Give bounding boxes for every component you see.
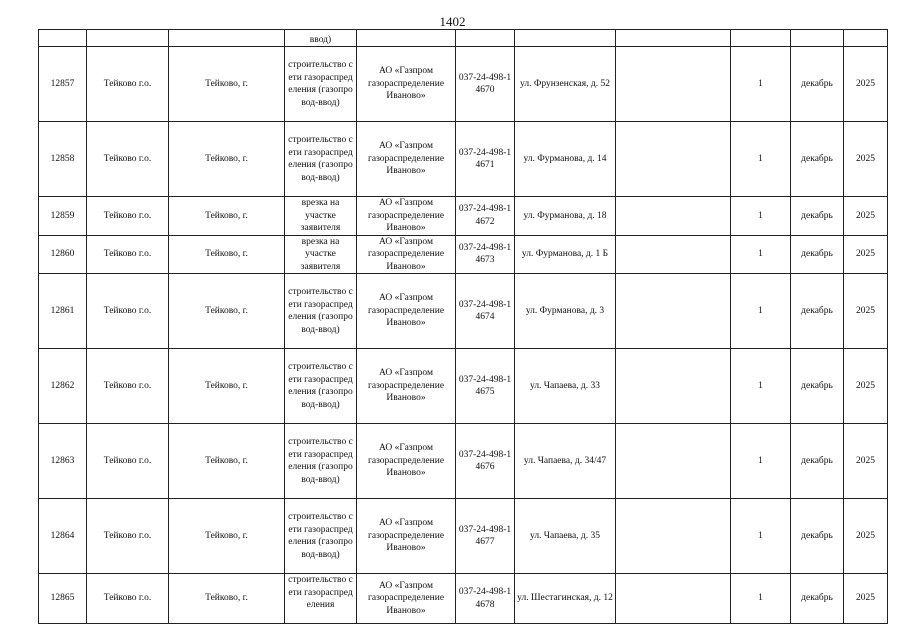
code-cell: 037-24-498-14676 [456, 424, 515, 499]
table-row [39, 349, 888, 424]
table-row [39, 424, 888, 499]
qty-cell: 1 [731, 274, 791, 349]
work-cell: строительство сети газораспределения (газопровод-ввод) [285, 122, 357, 197]
year-cell: 2025 [844, 574, 888, 624]
month-cell: декабрь [791, 574, 844, 624]
month-cell: декабрь [791, 197, 844, 236]
empty-cell [616, 499, 731, 574]
month-cell: декабрь [791, 122, 844, 197]
row-number: 12862 [39, 349, 87, 424]
district-cell: Тейково г.о. [87, 122, 169, 197]
work-cell: строительство сети газораспределения (газопровод-ввод) [285, 499, 357, 574]
table-row [39, 122, 888, 197]
empty-cell [616, 274, 731, 349]
year-cell: 2025 [844, 349, 888, 424]
address-cell: ул. Чапаева, д. 35 [515, 499, 616, 574]
qty-cell: 1 [731, 349, 791, 424]
table-row [39, 47, 888, 122]
qty-cell: 1 [731, 499, 791, 574]
district-cell: Тейково г.о. [87, 274, 169, 349]
qty-cell: 1 [731, 47, 791, 122]
district-cell: Тейково г.о. [87, 349, 169, 424]
locality-cell: Тейково, г. [169, 197, 285, 236]
qty-cell: 1 [731, 574, 791, 624]
work-cell: врезка на участке заявителя [285, 197, 357, 236]
code-cell: 037-24-498-14671 [456, 122, 515, 197]
work-cell: строительство сети газораспределения [285, 574, 357, 624]
work-cell: ввод) [285, 30, 357, 47]
row-number: 12864 [39, 499, 87, 574]
code-cell: 037-24-498-14674 [456, 274, 515, 349]
org-cell: АО «Газпром газораспределение Иваново» [357, 235, 456, 274]
year-cell: 2025 [844, 235, 888, 274]
address-cell: ул. Фурманова, д. 3 [515, 274, 616, 349]
row-number: 12859 [39, 197, 87, 236]
district-cell: Тейково г.о. [87, 574, 169, 624]
address-cell: ул. Шестагинская, д. 12 [515, 574, 616, 624]
empty-cell [616, 47, 731, 122]
org-cell: АО «Газпром газораспределение Иваново» [357, 574, 456, 624]
qty-cell: 1 [731, 197, 791, 236]
code-cell: 037-24-498-14673 [456, 235, 515, 274]
work-cell: строительство сети газораспределения (газопровод-ввод) [285, 274, 357, 349]
address-cell: ул. Чапаева, д. 33 [515, 349, 616, 424]
page-number: 1402 [439, 14, 466, 29]
locality-cell: Тейково, г. [169, 349, 285, 424]
year-cell: 2025 [844, 47, 888, 122]
row-number: 12858 [39, 122, 87, 197]
locality-cell: Тейково, г. [169, 574, 285, 624]
district-cell: Тейково г.о. [87, 235, 169, 274]
org-cell: АО «Газпром газораспределение Иваново» [357, 499, 456, 574]
empty-cell [616, 197, 731, 236]
month-cell: декабрь [791, 47, 844, 122]
district-cell: Тейково г.о. [87, 197, 169, 236]
month-cell: декабрь [791, 274, 844, 349]
work-cell: врезка на участке заявителя [285, 235, 357, 274]
qty-cell: 1 [731, 424, 791, 499]
year-cell: 2025 [844, 499, 888, 574]
empty-cell [616, 424, 731, 499]
month-cell: декабрь [791, 235, 844, 274]
address-cell: ул. Фурманова, д. 18 [515, 197, 616, 236]
month-cell: декабрь [791, 499, 844, 574]
code-cell: 037-24-498-14672 [456, 197, 515, 236]
year-cell: 2025 [844, 274, 888, 349]
row-number: 12861 [39, 274, 87, 349]
empty-cell [616, 349, 731, 424]
empty-cell [616, 574, 731, 624]
district-cell: Тейково г.о. [87, 47, 169, 122]
row-number: 12865 [39, 574, 87, 624]
row-number: 12863 [39, 424, 87, 499]
table-row [39, 235, 888, 274]
district-cell: Тейково г.о. [87, 499, 169, 574]
work-cell: строительство сети газораспределения (газопровод-ввод) [285, 47, 357, 122]
row-number: 12857 [39, 47, 87, 122]
address-cell: ул. Фурманова, д. 1 Б [515, 235, 616, 274]
year-cell: 2025 [844, 424, 888, 499]
month-cell: декабрь [791, 424, 844, 499]
qty-cell: 1 [731, 122, 791, 197]
locality-cell: Тейково, г. [169, 47, 285, 122]
table-row [39, 197, 888, 236]
address-cell: ул. Фрунзенская, д. 52 [515, 47, 616, 122]
locality-cell: Тейково, г. [169, 235, 285, 274]
district-cell: Тейково г.о. [87, 424, 169, 499]
table-row [39, 274, 888, 349]
year-cell: 2025 [844, 122, 888, 197]
row-number: 12860 [39, 235, 87, 274]
org-cell: АО «Газпром газораспределение Иваново» [357, 274, 456, 349]
org-cell: АО «Газпром газораспределение Иваново» [357, 122, 456, 197]
code-cell: 037-24-498-14678 [456, 574, 515, 624]
code-cell: 037-24-498-14677 [456, 499, 515, 574]
table-row-continued [39, 30, 888, 47]
locality-cell: Тейково, г. [169, 122, 285, 197]
work-cell: строительство сети газораспределения (газопровод-ввод) [285, 349, 357, 424]
month-cell: декабрь [791, 349, 844, 424]
year-cell: 2025 [844, 197, 888, 236]
code-cell: 037-24-498-14675 [456, 349, 515, 424]
org-cell: АО «Газпром газораспределение Иваново» [357, 349, 456, 424]
code-cell: 037-24-498-14670 [456, 47, 515, 122]
empty-cell [616, 122, 731, 197]
qty-cell: 1 [731, 235, 791, 274]
org-cell: АО «Газпром газораспределение Иваново» [357, 47, 456, 122]
locality-cell: Тейково, г. [169, 499, 285, 574]
work-cell: строительство сети газораспределения (газопровод-ввод) [285, 424, 357, 499]
locality-cell: Тейково, г. [169, 274, 285, 349]
table-row [39, 499, 888, 574]
address-cell: ул. Чапаева, д. 34/47 [515, 424, 616, 499]
empty-cell [616, 235, 731, 274]
registry-table [38, 29, 888, 624]
address-cell: ул. Фурманова, д. 14 [515, 122, 616, 197]
table-row [39, 574, 888, 624]
org-cell: АО «Газпром газораспределение Иваново» [357, 197, 456, 236]
locality-cell: Тейково, г. [169, 424, 285, 499]
org-cell: АО «Газпром газораспределение Иваново» [357, 424, 456, 499]
